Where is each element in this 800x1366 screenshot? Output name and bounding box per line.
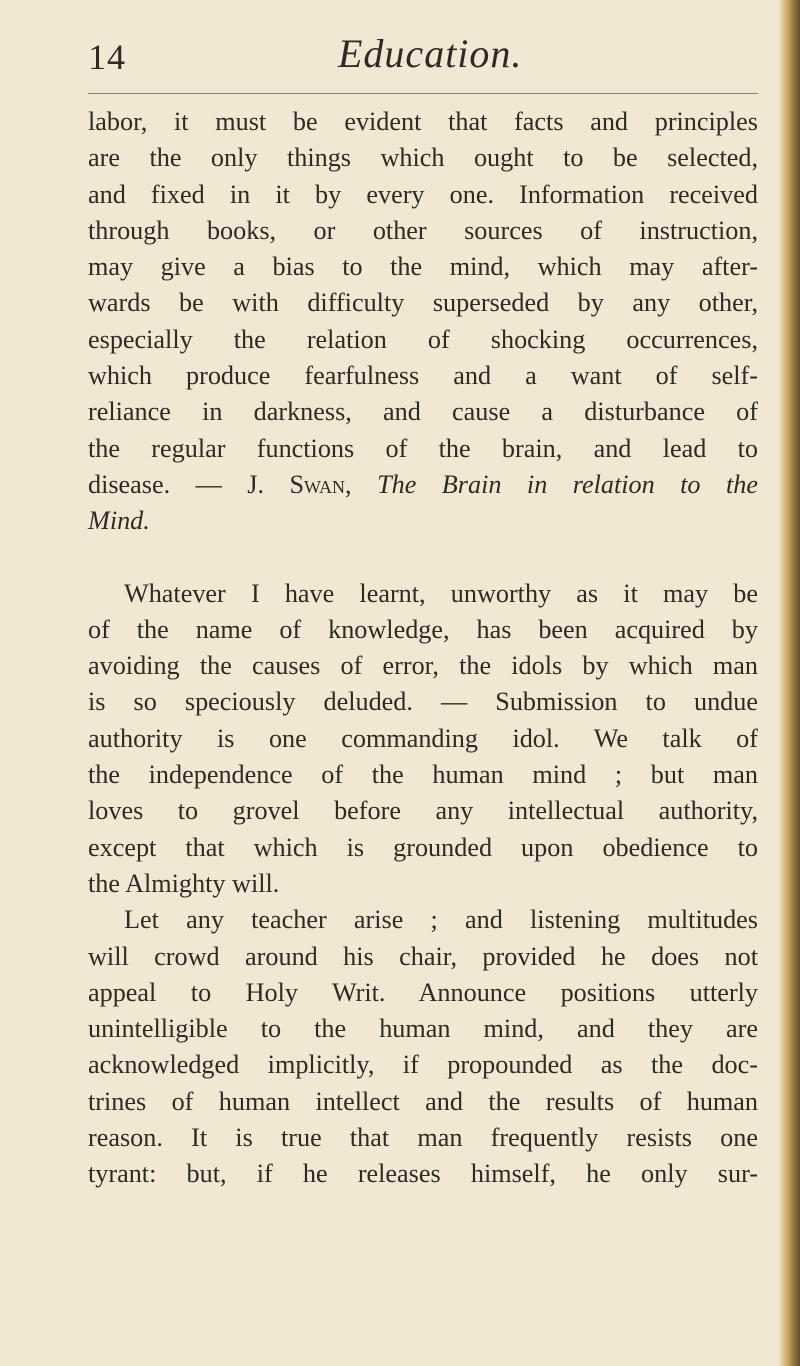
paragraph-gap xyxy=(88,540,758,576)
text-line: will crowd around his chair, provided he does not xyxy=(88,941,758,971)
text-line: trines of human intellect and the results of human xyxy=(88,1086,758,1116)
page-number: 14 xyxy=(88,37,126,77)
text-line: especially the relation of shocking occurrences, xyxy=(88,324,758,354)
header-rule xyxy=(88,93,758,94)
text-line: through books, or other sources of instruction, xyxy=(88,215,758,245)
text-line: is so speciously deluded. — Submission to undue xyxy=(88,687,758,717)
gilt-page-edge xyxy=(778,0,800,1366)
text-line: and fixed in it by every one. Information received xyxy=(88,179,758,209)
attribution-prefix: disease. — J. xyxy=(88,469,290,499)
text-line: reliance in darkness, and cause a disturbance of xyxy=(88,397,758,427)
text-line: Whatever I have learnt, unworthy as it may be xyxy=(124,578,758,608)
attribution-title: The Brain in relation to the xyxy=(377,469,758,499)
text-line: the independence of the human mind ; but man xyxy=(88,760,758,790)
text-line: loves to grovel before any intellectual authority, xyxy=(88,796,758,826)
text-line: acknowledged implicitly, if propounded as the doc- xyxy=(88,1050,758,1080)
attribution-sep: , xyxy=(345,469,378,499)
text-line: are the only things which ought to be selected, xyxy=(88,143,758,173)
text-line: wards be with difficulty superseded by any other, xyxy=(88,288,758,318)
text-line: tyrant: but, if he releases himself, he only sur- xyxy=(88,1159,758,1189)
text-line: the Almighty will. xyxy=(88,868,280,898)
body-text xyxy=(88,104,758,1193)
attribution-line-end xyxy=(88,503,758,539)
page-header xyxy=(88,28,760,88)
text-line: Let any teacher arise ; and listening multitudes xyxy=(124,905,758,935)
text-line: authority is one commanding idol. We talk of xyxy=(88,723,758,753)
text-line: avoiding the causes of error, the idols by which man xyxy=(88,651,758,681)
text-line: appeal to Holy Writ. Announce positions utterly xyxy=(88,977,758,1007)
attribution-title-end: Mind. xyxy=(88,506,150,536)
attribution-line xyxy=(88,467,758,503)
text-line: the regular functions of the brain, and lead to xyxy=(88,433,758,463)
attribution-author: Swan xyxy=(289,469,346,499)
text-line: reason. It is true that man frequently resists one xyxy=(88,1123,758,1153)
running-head: Education. xyxy=(338,31,523,76)
text-line: of the name of knowledge, has been acquired by xyxy=(88,614,758,644)
text-line: may give a bias to the mind, which may after- xyxy=(88,252,758,282)
text-line: except that which is grounded upon obedience to xyxy=(88,832,758,862)
text-line: which produce fearfulness and a want of self- xyxy=(88,361,758,391)
text-line: labor, it must be evident that facts and principles xyxy=(88,107,758,136)
text-line: unintelligible to the human mind, and they are xyxy=(88,1014,758,1044)
